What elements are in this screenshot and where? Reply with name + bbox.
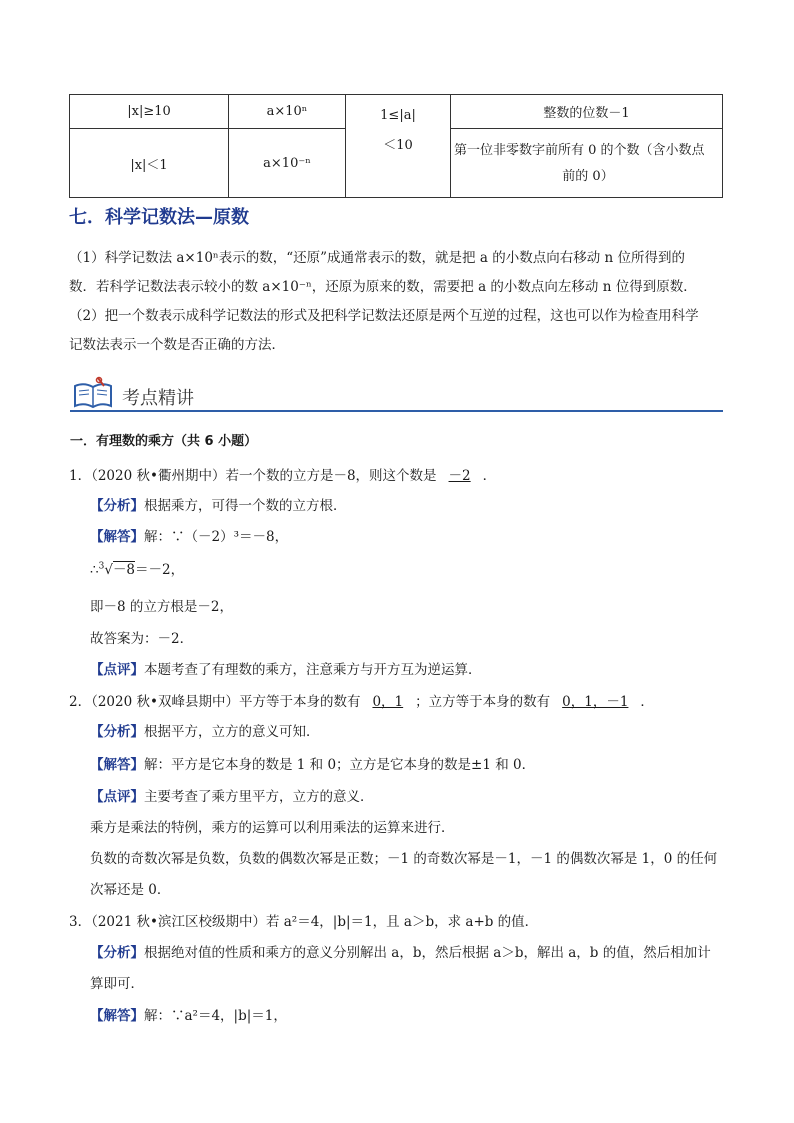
q2-stem-a: 2．（2020 秋•双峰县期中）平方等于本身的数有 xyxy=(69,694,361,710)
section-heading: 七．科学记数法—原数 xyxy=(69,207,249,228)
q3-analysis2: 算即可． xyxy=(90,976,144,992)
cell-form-small: a×10⁻ⁿ xyxy=(229,129,346,198)
q2-comment4: 次幂还是 0． xyxy=(90,882,171,898)
range-top: 1≤|a| xyxy=(380,108,416,123)
subsection-title: 一．有理数的乘方（共 6 小题） xyxy=(70,434,258,449)
range-bottom: ＜10 xyxy=(383,138,413,153)
q1-solution-text: 解：∵（－2）³＝－8， xyxy=(144,529,289,545)
q2-analysis-text: 根据平方，立方的意义可知． xyxy=(144,724,320,740)
q1-analysis xyxy=(90,494,347,514)
solution-tag: 【解答】 xyxy=(90,757,144,773)
banner-title: 考点精讲 xyxy=(122,388,194,409)
q2-comment xyxy=(90,785,374,805)
analysis-tag: 【分析】 xyxy=(90,498,144,514)
para1-line2: 数．若科学记数法表示较小的数 a×10⁻ⁿ，还原为原来的数，需要把 a 的小数点向左移动 n 位得到原数． xyxy=(69,279,697,295)
q1-comment xyxy=(90,658,482,678)
solution-tag: 【解答】 xyxy=(90,529,144,545)
para2-line1: （2）把一个数表示成科学记数法的形式及把科学记数法还原是两个互逆的过程，这也可以作为检查用科学 xyxy=(69,308,699,324)
q2-answer-a: 0，1 xyxy=(372,694,404,710)
q1-step3: 即－8 的立方根是－2， xyxy=(90,599,233,615)
cell-range xyxy=(346,95,451,198)
analysis-tag: 【分析】 xyxy=(90,724,144,740)
solution-tag: 【解答】 xyxy=(90,1008,144,1024)
scientific-notation-table xyxy=(69,94,723,198)
q2-solution-text: 解：平方是它本身的数是 1 和 0；立方是它本身的数是±1 和 0． xyxy=(144,757,536,773)
q3-stem: 3．（2021 秋•滨江区校级期中）若 a²＝4，|b|＝1，且 a＞b，求 a+b 的值． xyxy=(69,914,539,930)
q2-answer-b: 0，1，－1 xyxy=(562,694,629,710)
q3-solution-text: 解：∵a²＝4，|b|＝1， xyxy=(144,1008,287,1024)
root-index: 3 xyxy=(98,561,105,572)
para1-line1: （1）科学记数法 a×10ⁿ表示的数，“还原”成通常表示的数，就是把 a 的小数点向右移动 n 位所得到的 xyxy=(69,250,685,266)
q2-stem-b: ；立方等于本身的数有 xyxy=(415,694,551,710)
comment-tag: 【点评】 xyxy=(90,789,144,805)
q1-step2 xyxy=(90,558,184,578)
radicand: －8 xyxy=(112,562,136,578)
cell-condition-small: |x|＜1 xyxy=(70,129,229,198)
q1-step4: 故答案为：－2． xyxy=(90,631,194,647)
q1-answer: －2 xyxy=(448,468,471,484)
rule-small-line1: 第一位非零数字前所有 0 的个数（含小数点 xyxy=(454,143,705,158)
q1-analysis-text: 根据乘方，可得一个数的立方根． xyxy=(144,498,347,514)
cell-rule-large: 整数的位数－1 xyxy=(451,95,723,129)
cube-root: $^3$√－8 xyxy=(98,561,136,578)
q1-comment-text: 本题考查了有理数的乘方，注意乘方与开方互为逆运算． xyxy=(144,662,482,678)
q1-stem-text: 1．（2020 秋•衢州期中）若一个数的立方是－8，则这个数是 xyxy=(69,468,437,484)
q1-end: ． xyxy=(482,468,497,484)
q3-analysis-text: 根据绝对值的性质和乘方的意义分别解出 a，b，然后根据 a＞b，解出 a，b 的值，然后相加计 xyxy=(144,945,711,961)
q1-stem xyxy=(69,464,496,484)
analysis-tag: 【分析】 xyxy=(90,945,144,961)
cell-rule-small xyxy=(451,129,723,198)
cell-form-large: a×10ⁿ xyxy=(229,95,346,129)
q1-step2-rest: ＝－2， xyxy=(135,562,185,578)
q2-comment-text: 主要考查了乘方里平方，立方的意义． xyxy=(144,789,374,805)
comment-tag: 【点评】 xyxy=(90,662,144,678)
banner-rule xyxy=(70,410,723,412)
q2-stem xyxy=(69,690,654,710)
q2-end: ． xyxy=(640,694,654,710)
q2-solution xyxy=(90,753,535,773)
q3-solution xyxy=(90,1004,287,1024)
q1-solution xyxy=(90,525,288,545)
q3-analysis xyxy=(90,941,711,961)
q2-analysis xyxy=(90,720,320,740)
para2-line2: 记数法表示一个数是否正确的方法． xyxy=(69,337,285,353)
section-banner xyxy=(70,376,723,412)
rule-small-line2: 前的 0） xyxy=(562,169,614,184)
q2-comment3: 负数的奇数次幂是负数，负数的偶数次幂是正数；－1 的奇数次幂是－1，－1 的偶数次幂是 1，0 的任何 xyxy=(90,851,718,867)
q2-comment2: 乘方是乘法的特例，乘方的运算可以利用乘法的运算来进行． xyxy=(90,820,455,836)
open-book-icon xyxy=(72,376,114,410)
therefore-symbol: ∴ xyxy=(90,562,99,578)
cell-condition-large: |x|≥10 xyxy=(70,95,229,129)
